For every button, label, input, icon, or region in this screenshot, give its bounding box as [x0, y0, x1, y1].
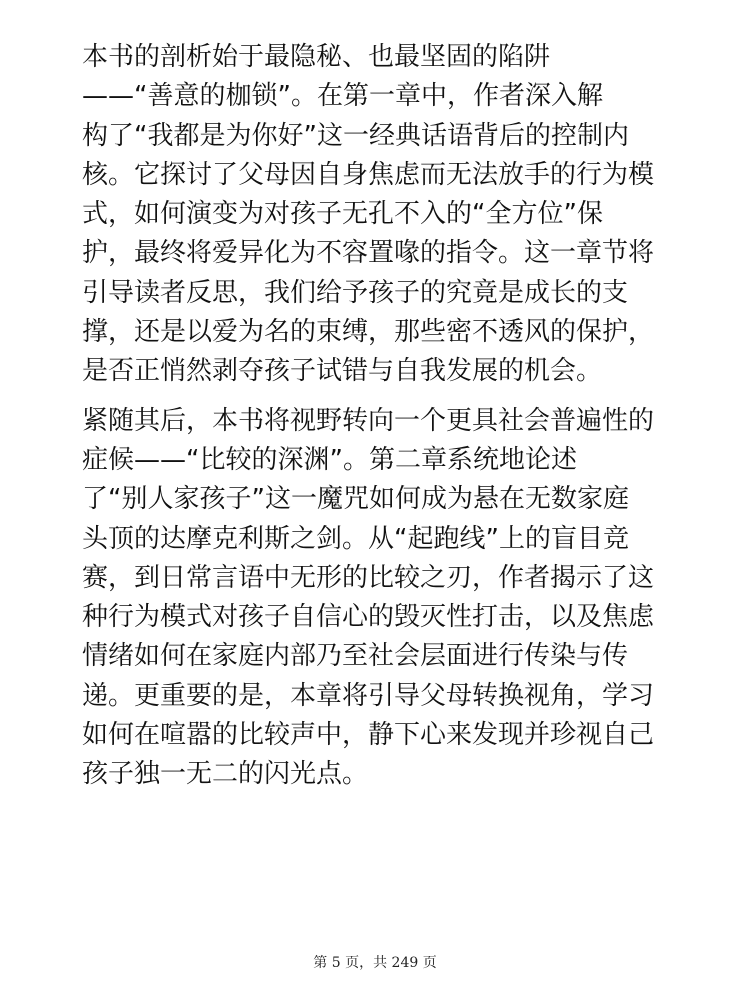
text-line: 撑，还是以爱为名的束缚，那些密不透风的保护， [82, 317, 655, 348]
text-line: 症候——“比较的深渊”。第二章系统地论述 [82, 444, 577, 475]
text-line: 构了“我都是为你好”这一经典话语背后的控制内 [82, 120, 629, 151]
text-line: 递。更重要的是，本章将引导父母转换视角，学习 [82, 680, 655, 711]
paragraph-1 [82, 38, 682, 392]
text-line: 是否正悄然剥夺孩子试错与自我发展的机会。 [82, 356, 603, 387]
text-line: 赛，到日常言语中无形的比较之刃，作者揭示了这 [82, 562, 655, 593]
text-line: ——“善意的枷锁”。在第一章中，作者深入解 [82, 81, 603, 112]
text-line: 种行为模式对孩子自信心的毁灭性打击，以及焦虑 [82, 602, 655, 633]
text-line: 如何在喧嚣的比较声中，静下心来发现并珍视自己 [82, 720, 655, 751]
text-line: 护，最终将爱异化为不容置喙的指令。这一章节将 [82, 238, 655, 269]
paragraph-2 [82, 402, 682, 795]
text-line: 了“别人家孩子”这一魔咒如何成为悬在无数家庭 [82, 484, 629, 515]
body-text [82, 38, 682, 805]
text-line: 本书的剖析始于最隐秘、也最坚固的陷阱 [82, 42, 551, 72]
text-line: 核。它探讨了父母因自身焦虑而无法放手的行为模 [82, 159, 655, 190]
text-line: 孩子独一无二的闪光点。 [82, 759, 369, 790]
text-line: 式，如何演变为对孩子无孔不入的“全方位”保 [82, 199, 603, 230]
text-line: 紧随其后，本书将视野转向一个更具社会普遍性的 [82, 405, 655, 436]
text-line: 引导读者反思，我们给予孩子的究竟是成长的支 [82, 277, 629, 308]
text-line: 头顶的达摩克利斯之剑。从“起跑线”上的盲目竞 [82, 523, 629, 554]
page-number-footer: 第 5 页，共 249 页 [313, 955, 437, 971]
text-line: 情绪如何在家庭内部乃至社会层面进行传染与传 [82, 641, 629, 672]
